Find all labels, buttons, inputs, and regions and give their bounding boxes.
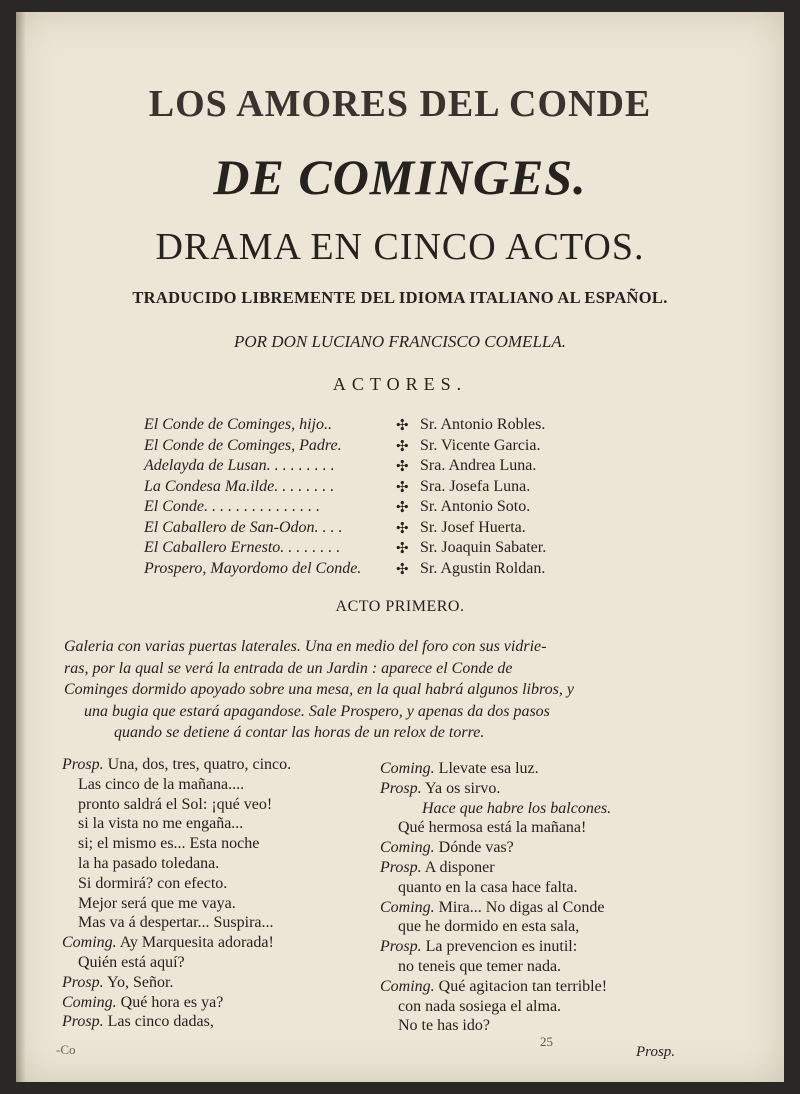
translation-note: TRADUCIDO LIBREMENTE DEL IDIOMA ITALIANO AL ESPAÑOL. bbox=[132, 288, 668, 307]
speaker-name: Coming. bbox=[62, 993, 117, 1011]
verse-text: Ay Marquesita adorada! bbox=[119, 934, 274, 952]
cast-separator-ornament: ✣ bbox=[396, 479, 409, 496]
dialogue-line bbox=[398, 879, 577, 897]
speaker-name: Coming. bbox=[380, 977, 435, 995]
cast-role: El Caballero de San-Odon. . . . bbox=[144, 518, 343, 536]
cast-row bbox=[144, 498, 604, 518]
verse-text: quanto en la casa hace falta. bbox=[398, 878, 578, 896]
dialogue-line bbox=[62, 974, 173, 992]
speaker-name: Prosp. bbox=[380, 938, 422, 956]
dialogue-line bbox=[380, 760, 539, 778]
dialogue-line bbox=[62, 934, 274, 952]
verse-text: Si dormirá? con efecto. bbox=[78, 874, 228, 892]
dialogue-line bbox=[380, 859, 495, 877]
cast-separator-ornament: ✣ bbox=[396, 418, 409, 434]
dialogue-line bbox=[398, 819, 586, 837]
verse-text: Las cinco de la mañana.... bbox=[78, 775, 245, 793]
speaker-name: Coming. bbox=[380, 760, 435, 777]
title-line-1: LOS AMORES DEL CONDE bbox=[148, 83, 652, 125]
speaker-name: Prosp. bbox=[62, 973, 104, 991]
cast-separator-ornament: ✣ bbox=[396, 500, 409, 516]
footer-left-mark: -Co bbox=[56, 1042, 76, 1057]
subtitle-genre: DRAMA EN CINCO ACTOS. bbox=[155, 226, 645, 268]
verse-text: La prevencion es inutil: bbox=[425, 938, 578, 956]
verse-text: Hace que habre los balcones. bbox=[422, 799, 612, 817]
verse-text: pronto saldrá el Sol: ¡qué veo! bbox=[78, 795, 273, 813]
cast-row bbox=[144, 539, 604, 559]
verse-text: Qué agitacion tan terrible! bbox=[438, 977, 608, 995]
dialogue-line bbox=[78, 895, 236, 913]
speaker-name: Prosp. bbox=[62, 1013, 104, 1031]
cast-actor: Sra. Andrea Luna. bbox=[420, 457, 537, 474]
cast-role: El Caballero Ernesto. . . . . . . . bbox=[144, 539, 341, 556]
verse-text: si; el mismo es... Esta noche bbox=[78, 835, 260, 853]
dialogue-line bbox=[78, 776, 244, 794]
dialogue-line bbox=[380, 780, 500, 798]
dialogue-line bbox=[398, 918, 579, 936]
cast-separator-ornament: ✣ bbox=[396, 438, 409, 455]
cast-actor: Sr. Agustin Roldan. bbox=[420, 559, 546, 577]
verse-text: Quién está aquí? bbox=[78, 954, 185, 971]
cast-row bbox=[144, 560, 604, 580]
stage-direction-line: una bugia que estará apagandose. Sale Prospero, y apenas da dos pasos bbox=[84, 702, 550, 720]
cast-row bbox=[144, 416, 604, 436]
stage-direction-line: Galeria con varias puertas laterales. Una en medio del foro con sus vidrie- bbox=[64, 638, 547, 655]
dialogue-line bbox=[380, 978, 607, 996]
cast-role: El Conde de Cominges, Padre. bbox=[144, 436, 342, 454]
verse-text: Ya os sirvo. bbox=[425, 779, 501, 797]
verse-text: no teneis que temer nada. bbox=[398, 958, 562, 975]
verse-text: Llevate esa luz. bbox=[438, 760, 539, 777]
dialogue-line bbox=[398, 998, 561, 1016]
verse-text: la ha pasado toledana. bbox=[78, 855, 220, 872]
speaker-name: Coming. bbox=[62, 934, 117, 952]
cast-role: El Conde de Cominges, hijo.. bbox=[144, 416, 332, 433]
verse-text: A disponer bbox=[424, 859, 495, 876]
verse-text: No te has ido? bbox=[398, 1017, 490, 1035]
verse-text: Yo, Señor. bbox=[107, 973, 174, 991]
cast-separator-ornament: ✣ bbox=[396, 459, 409, 475]
dialogue-line bbox=[380, 938, 577, 956]
speaker-name: Prosp. bbox=[62, 756, 104, 773]
verse-text: Qué hermosa está la mañana! bbox=[398, 819, 587, 837]
verse-text: Mejor será que me vaya. bbox=[78, 894, 236, 912]
cast-role: Prospero, Mayordomo del Conde. bbox=[144, 559, 362, 577]
verse-text: Mira... No digas al Conde bbox=[438, 898, 605, 916]
verse-text: Mas va á despertar... Suspira... bbox=[78, 914, 274, 932]
cast-separator-ornament: ✣ bbox=[396, 561, 409, 578]
cast-actor: Sr. Antonio Soto. bbox=[420, 498, 531, 515]
cast-separator-ornament: ✣ bbox=[396, 541, 409, 557]
stage-direction-line: quando se detiene á contar las horas de un relox de torre. bbox=[114, 724, 485, 741]
act-heading: ACTO PRIMERO. bbox=[335, 598, 465, 615]
verse-text: que he dormido en esta sala, bbox=[398, 918, 580, 936]
speaker-name: Prosp. bbox=[380, 779, 422, 797]
dialogue-line bbox=[422, 800, 611, 818]
verse-text: Las cinco dadas, bbox=[107, 1013, 214, 1031]
speaker-name: Prosp. bbox=[380, 859, 422, 876]
verse-text: con nada sosiega el alma. bbox=[398, 997, 562, 1015]
cast-actor: Sr. Josef Huerta. bbox=[420, 518, 526, 536]
dialogue-line bbox=[78, 914, 274, 932]
stage-direction-line: ras, por la qual se verá la entrada de un Jardin : aparece el Conde de bbox=[64, 659, 513, 677]
cast-actor: Sr. Vicente Garcia. bbox=[420, 436, 541, 454]
speaker-name: Coming. bbox=[380, 839, 435, 857]
dialogue-line bbox=[62, 1013, 214, 1031]
verse-text: si la vista no me engaña... bbox=[78, 815, 244, 833]
dialogue-line bbox=[78, 796, 272, 814]
footer-signature-mark: 25 bbox=[540, 1034, 553, 1049]
verse-text: Qué hora es ya? bbox=[120, 993, 224, 1011]
dialogue-line bbox=[78, 954, 185, 972]
speaker-name: Coming. bbox=[380, 898, 435, 916]
cast-row bbox=[144, 478, 604, 498]
cast-actor: Sr. Antonio Robles. bbox=[420, 416, 546, 433]
dialogue-line bbox=[62, 994, 223, 1012]
dialogue-line bbox=[78, 815, 243, 833]
dialogue-line bbox=[78, 855, 219, 873]
catchword: Prosp. bbox=[636, 1044, 676, 1060]
verse-text: Dónde vas? bbox=[438, 839, 514, 857]
actors-heading: ACTORES. bbox=[332, 374, 468, 394]
dialogue-line bbox=[398, 1017, 490, 1035]
verse-text: Una, dos, tres, quatro, cinco. bbox=[107, 756, 292, 773]
dialogue-line bbox=[380, 839, 514, 857]
cast-separator-ornament: ✣ bbox=[396, 520, 409, 537]
dialogue-line bbox=[398, 958, 561, 976]
dialogue-line bbox=[78, 835, 259, 853]
title-line-2: DE COMINGES. bbox=[213, 149, 587, 205]
cast-actor: Sra. Josefa Luna. bbox=[420, 477, 531, 495]
cast-row bbox=[144, 519, 604, 539]
cast-actor: Sr. Joaquin Sabater. bbox=[420, 539, 547, 556]
cast-role: El Conde. . . . . . . . . . . . . . . bbox=[144, 498, 320, 515]
cast-row bbox=[144, 457, 604, 477]
stage-direction-line: Cominges dormido apoyado sobre una mesa, en la qual habrá algunos libros, y bbox=[64, 681, 574, 698]
cast-role: Adelayda de Lusan. . . . . . . . . bbox=[144, 457, 335, 474]
dialogue-line bbox=[62, 756, 291, 774]
dialogue-line bbox=[380, 899, 604, 917]
cast-role: La Condesa Ma.ilde. . . . . . . . bbox=[144, 477, 335, 495]
dialogue-line bbox=[78, 875, 227, 893]
cast-row bbox=[144, 437, 604, 457]
author-line: POR DON LUCIANO FRANCISCO COMELLA. bbox=[234, 332, 566, 351]
